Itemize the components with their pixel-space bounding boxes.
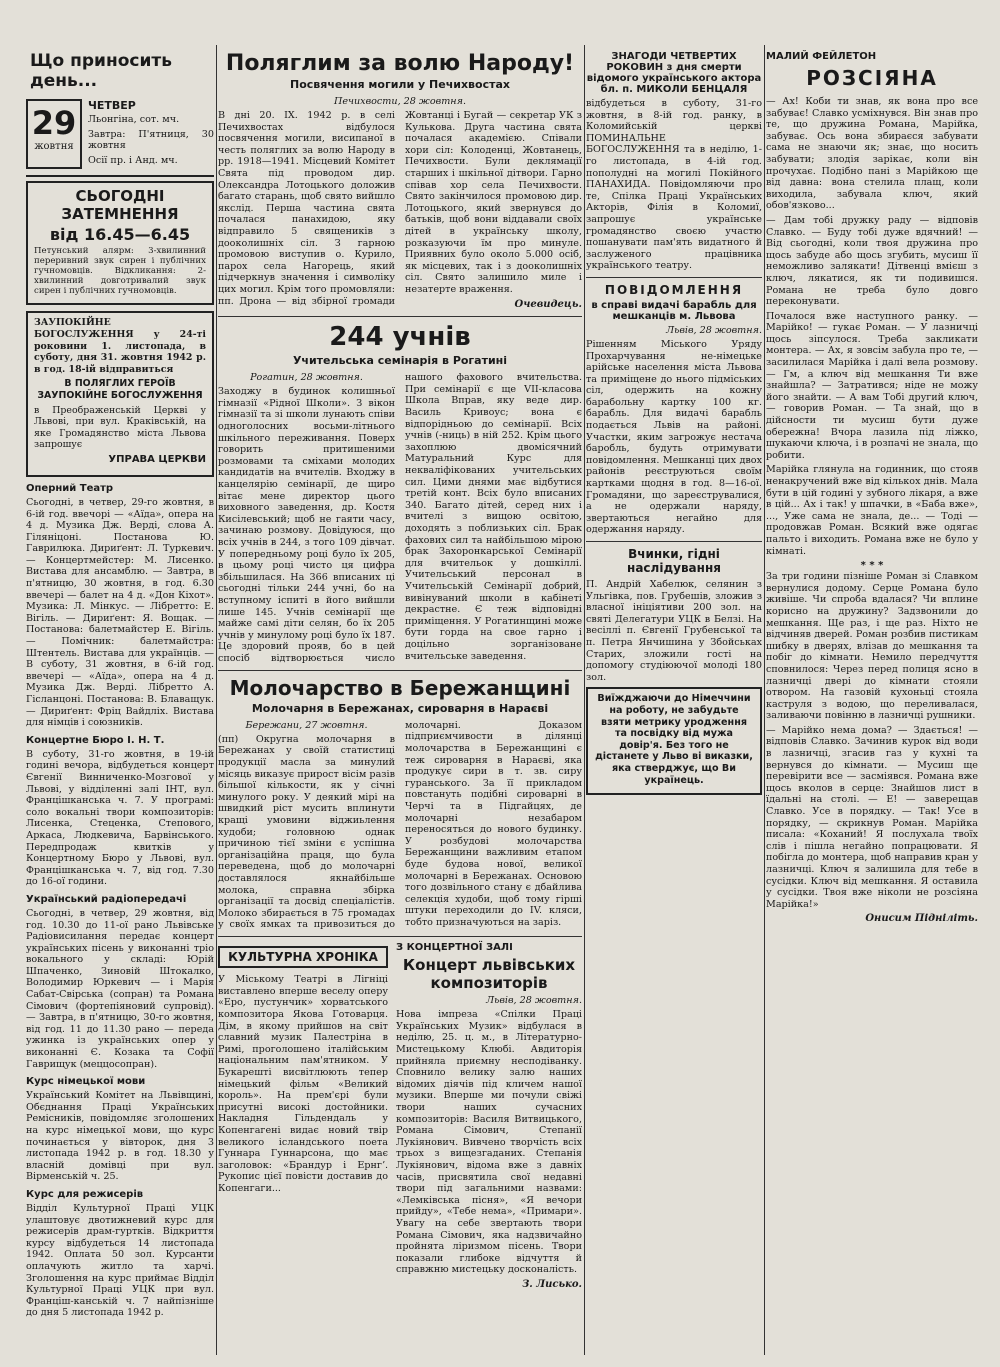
culture-text: У Міському Театрі в Лігніці виставлено вперше веселу оперу «Еро, пустунчик» хорватського композитора Якова Готоварця. Дім, в якому прийшов на світ славний музик Палестріна в Римі, проголошено італійським національним пам'ятником. У Букарешті висвітлюють тепер німецький фільм «Великий король». На прем'єрі були присутні високі достойники. Накладня Гільдендаль у Копенгагені видає новий твір великого ісландського поета Гуннара Гуннарсона, що має заголовок: «Брандур і Ернгʼ. Рукопис цієї повісти доставив до Копенгаги... [218, 974, 388, 1194]
memorial-text: ЗАУПОКІЙНЕ БОГОСЛУЖЕННЯ у 24-ті роковини 1. листопада, в суботу, дня 31. жовтня 1942 р. в год. 18-ій відправиться [34, 317, 206, 375]
feuilleton-section: МАЛИЙ ФЕЙЛЕТОН [766, 51, 877, 62]
notice-text: Рішенням Міського Уряду Прохарчування не-німецьке арійське населення міста Львова та приміщене до нього підміських сіл, одержить на кожну барабольну картку 100 кг. барабль. Для видачі барабль подається Львів на районі. Участки, яким загрожує нестача баробль, будуть отримувати повідомлення. Мешканці цих двох районів реєструються своїм картками щодня в год. 8—16-ої. Громадяни, що зареєструвалися, а не одержали наряду, звертаються негайно для одержання наряду. [586, 338, 762, 536]
opera-title: Оперний Театр [26, 482, 114, 494]
concert-bureau-text: В суботу, 31-го жовтня, в 19-ій годині вечора, відбудеться концерт Євгенії Винниченко-Мозгової у Львові, у відділенні залі ІНТ, вул. Францішканська ч. 7. У програмі: соло вокальні твори композиторів: Лисенка, Стеценка, Степового, Аркаса, Людкевича, Барвінського. Передпродаж квитків у Концертному Бюро у Львові, вул. Францішканська ч. 7, від год. 7.30 до 16-ої години. [26, 748, 214, 888]
article-2-title: 244 учнів [329, 322, 471, 353]
article-3-title: Молочарство в Бережанщині [229, 675, 571, 700]
concert-text: Нова імпреза «Спілки Праці Українських Музик» відбулася в неділю, 25. ц. м., в Літературно-Мистецькому Клюбі. Авдиторія прийняла приємну несподіванку. Сповнило велику залю наших відомих діячів під кличем нашої музики. Вперше ми почули свіжі твори наших сучасних композиторів: Василя Витвицького, Романа Сімович, Степанії Лукіянович. Вивчено творчість всіх трьох з вищезгаданих. Степанія Лукіянович, відома вже з давніх часів, присвятила свої недавні твори під загальними назвами: «Лемківська пісня», «Я вечори прийду», «Тебе нема», «Примари». Увагу на себе звертають твори Романа Сімович, яка надзвичайно пройнята ліризмом пісень. Твори показали глибоке відчуття й справжню мистецьку досконалість. [396, 1009, 582, 1276]
memorial-title: В ПОЛЯГЛИХ ГЕРОЇВ ЗАУПОКІЙНЕ БОГОСЛУЖЕННЯ [37, 378, 203, 401]
culture-title: КУЛЬТУРНА ХРОНІКА [228, 950, 378, 965]
article-2-body [218, 372, 582, 665]
deeds-text: П. Андрій Хабелюк, селянин з Ульгівка, пов. Грубешів, зложив з власної ініціятиви 200 зол. на святі Делегатури УЦК в Белзі. На весіллі п. Євгенії Грубенської та п. Петра Янчишина у Збойськах Старих, зложили гості на допомогу студіюючої молоді 180 зол. [586, 579, 762, 683]
article-3-dateline: Бережани, 27 жовтня. [245, 719, 368, 731]
article-1-text: В дні 20. IX. 1942 р. в селі Печихвостах відбулося посвячення могили, висипаної в честь поляглих за волю Народу в рр. 1918—1941. Місцевий Комітет Свята під проводом дир. Олександра Лотоцького доложив багато старань, щоб свято вийшло якслід. Перша частина свята почалася панахидою, яку відправило 5 священиків з дооколишніх сіл. З гарною промовою виступив о. Курило, парох села Нагорець, який підчеркнув значення і символіку цих могил. Крім того промовляли: пп. Дрона — від збірної громади Жовтанці і Бугай — секретар УК з Кулькова. Друга частина свята почалася академією. Співали хори сіл: Колоденці, Жовтанець, Печихвости. Були деклямації старших і шкільної дітвори. Гарно співав хор села Печихвости. Свято закінчилося промовою дир. Лотоцького, який звернувся до батьків, щоб вони віддавали своїх дітей в українську школу, розказуючи їм про минуле. Приявних було около 5.000 осіб, як місцевих, так і з дооколишніх сіл. Свято залишило миле і незатерте враження. [218, 110, 582, 307]
memorial-text-2: в Преображенській Церкві у Львові, при вул. Краківській, на яке Громадянство міста Львова запрошує [34, 404, 206, 451]
article-1-dateline: Печихвости, 28 жовтня. [333, 96, 467, 107]
article-1-title: Поляглим за волю Народу! [225, 51, 575, 76]
concert-sig: З. Лисько. [522, 1278, 582, 1290]
article-3-text: (пп) Округна молочарня в Бережанах у своїй статистиці продукції масла за минулий місяць виказує прирост вісім разів більшої кількости, як у січні минулого року. У деякий мірі на швидкий ріст мусить вплинути кращі умовини віджиьлення худоби; головною однак причиною тієї зміни є успішна організаційна праця, що була переведена, щоб до молочарні доставлялося якнайбільше молока, справна збірка організації та досвід спеціалістів. Молоко збирається в 75 громадах у своїх ямках та привозиться до молочарні. Доказом підприємчивости в ділянці молочарства в Бережанщині є теж сироварня в Нараєві, яка продукує сири в т. зв. сиру гуранського. За її прикладом повстануть подібні сироварні в Черчі та в Підгайцях, де молочарні незабаром переносяться до нового будинку. У розбудові молочарства Бережанщини важливим етапом буде будова нової, великої молочарні в Бережанах. Основою того дозвільного стану є дбайлива селекція худоби, щоб тому гірші штуки переходили до IV. кляси, тобто призначуються на заріз. [218, 719, 582, 931]
deeds-title: Вчинки, гідні наслідування [627, 547, 721, 575]
masthead-heading: Що приносить день... [30, 51, 172, 91]
date-box [26, 99, 214, 177]
warning-box [586, 687, 762, 795]
notice-dateline: Львів, 28 жовтня. [666, 324, 762, 336]
feuilleton-text-3: Почалося вже наступного ранку. — Марійко! — гукає Роман. — У лазничці щось зіпсулося. Треба закликати монтера. — Ах, я зовсім забула про те, — засилилася Марійка і далі вела розмову. — Гм, а ключ від мешкання Ти вже знайшла? — Затратився; ніде не можу його знайти. — А вам Тобі другий ключ, — говорив Роман. — Та знай, що в дійсности ти мусиш бути дуже обережна! Вчора лазила під ліжко, шукаючи ключа, і в розпачі не знала, що робити. [766, 310, 978, 461]
center-column [218, 45, 582, 1357]
blackout-box [26, 181, 214, 305]
feuilleton-text-2: — Дам тобі дружку раду — відповів Славко. — Буду тобі дуже вдячний! — Від сьогодні, коли твоя дружина про щось забуде або щось згубить, мусиш її неможливо залякати! Дітвенці вмієш з ключ, лякатися, як ти подивишся. Романа не треба було довго переконувати. [766, 214, 978, 308]
radio-title: Український радіопередачі [26, 893, 187, 905]
saints-tomorrow: Осії пр. і Анд. мч. [88, 154, 178, 166]
directors-course-text: Відділ Культурної Праці УЦК улаштовує двотижневий курс для режисерів драм-гуртків. Відкриття курсу відбудеться 14 листопада 1942. Оплата 50 зол. Курсанти оплачують житло та харчі. Зголошення на курс приймає Відділ Культурної Праці УЦК при вул. Франціш-канській ч. 7 найпізніше до дня 5 листопада 1942 р. [26, 1202, 214, 1319]
feuilleton-title: РОЗСІЯНА [806, 66, 938, 90]
opera-text: Сьогодні, в четвер, 29-го жовтня, в 6-ій год. ввечорі — «Аїда», опера на 4 д. Музика Дж. Верді, слова А. Гіляніцоні. Постанова Ю. Гаврилюка. Дириґент: Л. Туркевич. — Концертмейстер: М. Лисенко. Вистава для ансамблю. — Завтра, в п'ятницю, 30 жовтня, в год. 6.30 ввечері — балет на 4 д. «Дон Кіхот». Музика: Л. Мінкус. — Лібретто: Е. Вігіль. — Дириґент: Я. Вощак. — Постанова: балетмайстер Е. Вігіль. — Помічник: балетмайстра: Штентель. Вистава для українців. — В суботу, 31 жовтня, в 6-ій год. ввечері — «Аїда», опера на 4 д. Музика Дж. Верді. Лібретто А. Гісланцоні. Постанова: В. Блаващук. — Дириґент: Фріц Вайдліх. Вистава для німців і союзників. [26, 496, 214, 729]
weekday: ЧЕТВЕР [88, 99, 136, 112]
memorial-sig: УПРАВА ЦЕРКВИ [108, 453, 206, 465]
article-2-subtitle: Учительська семінарія в Рогатині [292, 354, 508, 368]
memorial-box [26, 311, 214, 477]
third-column [586, 45, 762, 1357]
warning-text: Виїжджаючи до Німеччини на роботу, не забудьте взяти метрику уродження та посвідку від мужа довір'я. Без того не дістанете у Льво ві виказки, яка стверджує, що Ви українець. [595, 693, 753, 786]
feuilleton-text-6: — Марійко нема дома? — Здається! — відповів Славко. Зачинив курок від води в лазничці, згасив газ у кухні та вернувся до кімнати. — Мусиш ще перевірити все — засміявся. Романа вже щось вколов в серце: Знайшов лист в їдальні на столі. — Е! — заверещав Славко. Усе в порядку. — Так! Усе в порядку, — скрикнув Роман. Марійка писала: «Коханий! Я послухала твоїх слів і пішла негайно попрацювати. Я побігла до монтера, щоб направив кран у лазничці. Ключ я залишила для тебе в сусідки. Ключ від мешкання. Я оставила у сусідки. Твоя вже ніколи не розсіяна Марійка!» [766, 724, 978, 910]
feuilleton-column [766, 45, 978, 1357]
feuilleton-text-1: — Ах! Коби ти знав, як вона про все забуває! Славко усміхнувся. Він знав про те, що дружина Романа, Марійка, забуває. Ось вона збираєся забувати сама не знаючи як; знає, що носить забувати; злодія зарікає, коли він прочухає. Подібно пані з Марійкою ще від давна: вона стелила плащ, коли виходила, забувала ключ, який обов'язково... [766, 96, 978, 212]
feuilleton-text-4: Марійка глянула на годинник, що стояв ненакручений вже від кількох днів. Мала бути в цій годині у зубного лікаря, а вже в цій... Ах і так! у шпачки, в «Баба вже», ..., Уже сама не знала, де... — Тоді — продовжав Роман. Всякий вже одягає пальто і виходить. Романа вже не було у кімнаті. [766, 464, 978, 557]
article-3-subtitle: Молочарня в Бережанах, сироварня в Нараєві [251, 701, 549, 715]
blackout-text: Петунський алярм: 3-хвилинний переривний звук сирен і публічних гучномовців. Відкликання: 2-хвилинний довготривалий звук сирен і публічних гучномовців. [34, 246, 206, 297]
blackout-title-2: ЗАТЕМНЕННЯ [61, 205, 179, 224]
blackout-time: від 16.45—6.45 [49, 225, 191, 245]
blackout-title: СЬОГОДНІ [75, 187, 165, 206]
notice-title: ПОВІДОМЛЕННЯ [604, 282, 744, 297]
left-column [26, 45, 214, 1357]
article-2-dateline: Рогатин, 28 жовтня. [250, 372, 363, 384]
article-1-subtitle: Посвячення могили у Печихвостах [290, 78, 510, 91]
concert-dateline: Львів, 28 жовтня. [486, 995, 582, 1007]
notice-subtitle: в справі видачі барабль для мешканців м. Львова [591, 299, 757, 322]
concert-bureau-title: Концертне Бюро І. Н. Т. [26, 734, 165, 746]
concert-title: Концерт львівських композиторів [402, 956, 576, 993]
article-3-body [218, 720, 582, 931]
month: жовтня [34, 141, 74, 152]
article-1-body [218, 110, 582, 311]
feuilleton-text-5: За три години пізніше Роман зі Славком вернулися додому. Серце Романа було живіше. Чи спроба вдалася? Чи вплине корисно на дружину? Задзвонили до мешкання. Ще раз, і ще раз. Ніхто не відчиняв дверей. Роман розбив пистикам шибку в дверях, влізав до мешкання та побіг до кімнати. Немило передчуття сповнилося: Через перед полиця ясно в лазничці двері до кімнати стояли отвором. На газовій кухоньці стояла каструля з водою, що переливалася, заливаючи повінню в лазничці рушники. [766, 571, 978, 722]
saints-today: Льонгіна, сот. мч. [88, 114, 180, 125]
concert-section: З КОНЦЕРТНОЇ ЗАЛІ [396, 942, 513, 954]
anniversary-title: ЗНАГОДИ ЧЕТВЕРТИХ РОКОВИН з дня смерти відомого українського актора бл. п. МИКОЛИ БЕНЦАЛЯ [586, 51, 762, 95]
radio-text: Сьогодні, в четвер, 29 жовтня, від год. 10.30 до 11-ої рано Львівське Радіовисилання передає концерт українських пісень у виконанні тріо вокального у складі: Юрій Шпаченко, Зиновій Штокалко, Володимир Юркевич — і Марія Сабат-Свірська (сопран) та Романа Сімович (фортепіяновий супровід). — Завтра, в п'ятницю, 30-го жовтня, від год. 11 до 11.30 рано — переда ужинка із українських опер у виконанні Є. Козака та Софії Гаврищук (меццосопран). [26, 907, 214, 1070]
german-course-title: Курс німецької мови [26, 1076, 146, 1088]
anniversary-text: відбудеться в суботу, 31-го жовтня, в 8-ій год. ранку, в Коломийській церкві ПОМИНАЛЬНЕ БОГОСЛУЖЕННЯ та в неділю, 1-го листопада, в 4-ій год. пополудні на могилі Покійного ПАНАХИДА. Повідомляючи про те, Спілка Праці Українських Акторів, Філія в Коломиї, запрошує українське громадянство своєю участю пошанувати пам'ять видатного й заслуженого працівника українського театру. [586, 98, 762, 272]
directors-course-title: Курс для режисерів [26, 1188, 144, 1200]
feuilleton-sig: Онисим Підніліть. [865, 913, 978, 925]
culture-title-box [218, 946, 388, 968]
feuilleton-divider: * * * [860, 560, 884, 572]
german-course-text: Український Комітет на Львівщині, Обєднання Праці Українських Ремісників, повідомляє зголошених на курс німецької мови, що курс починається у вівторок, дня 3 листопада 1942 р. в год. 18.30 у власній домівці при вул. Вірменській ч. 25. [26, 1090, 214, 1183]
tomorrow: Завтра: П'ятниця, 30 жовтня [88, 128, 214, 152]
day-number: 29 [31, 104, 77, 142]
article-1-sig: Очевидець. [514, 298, 582, 310]
article-2-text: Заходжу в будинок колишньої гімназії «Рідної Школи». З вікон гімназії та зі школи лунають співи одноголосних восьми-літнього шкільного переживання. Поверх говорить притишеними розмовами та сміхами молодих кандидатів на вчителів. Входжу в канцелярію семінарії, де щиро вітає мене директор цього виховного заведення, др. Костя Кисілевський; щоб не гаяти часу, зачинаю розмову. Довідуюся, що всіх учнів в 244, з того 109 дівчат. У попередньому році було їх 205, в цьому році чисто ця цифра збільшилася. На 366 вписаних ці сьогодні тільки 244 учні, бо на вступному іспиті в його вийшли лише 145. Учнів семінарії ще майже самі діти селян, бо їх 205 учнів у минулому році було їх 187. Це здоровий прояв, бо в цей спосіб відтворюється число нашого фахового вчительства. При семінарії є ще VII-класова Школа Вправ, яку веде дир. Василь Кривоус; вона є відпорідньою до семінарії. Всіх учнів (-ниць) в ній 252. Крім цього захоплюю двомісячний Матуральний Курс для некваліфікованих учительських сил. Цими днями має відбутися третій конт. Всіх було вписаних 340. Багато дітей, серед них і вчителі з вищою освітою, доходять з поблизьких сіл. Брак фахових сил та найбільшою мірою брак Захоронкарської Семінарії для вчительок у дошкіллі. Учительський персонал в Учительській Семінарії добрий, вивінуваний школи в кабінеті декрастне. Є теж відповідні приміщення. У Рогатинщині може бути горда на свое гарно і доцільно зорганізоване вчительське заведення. [218, 372, 582, 664]
